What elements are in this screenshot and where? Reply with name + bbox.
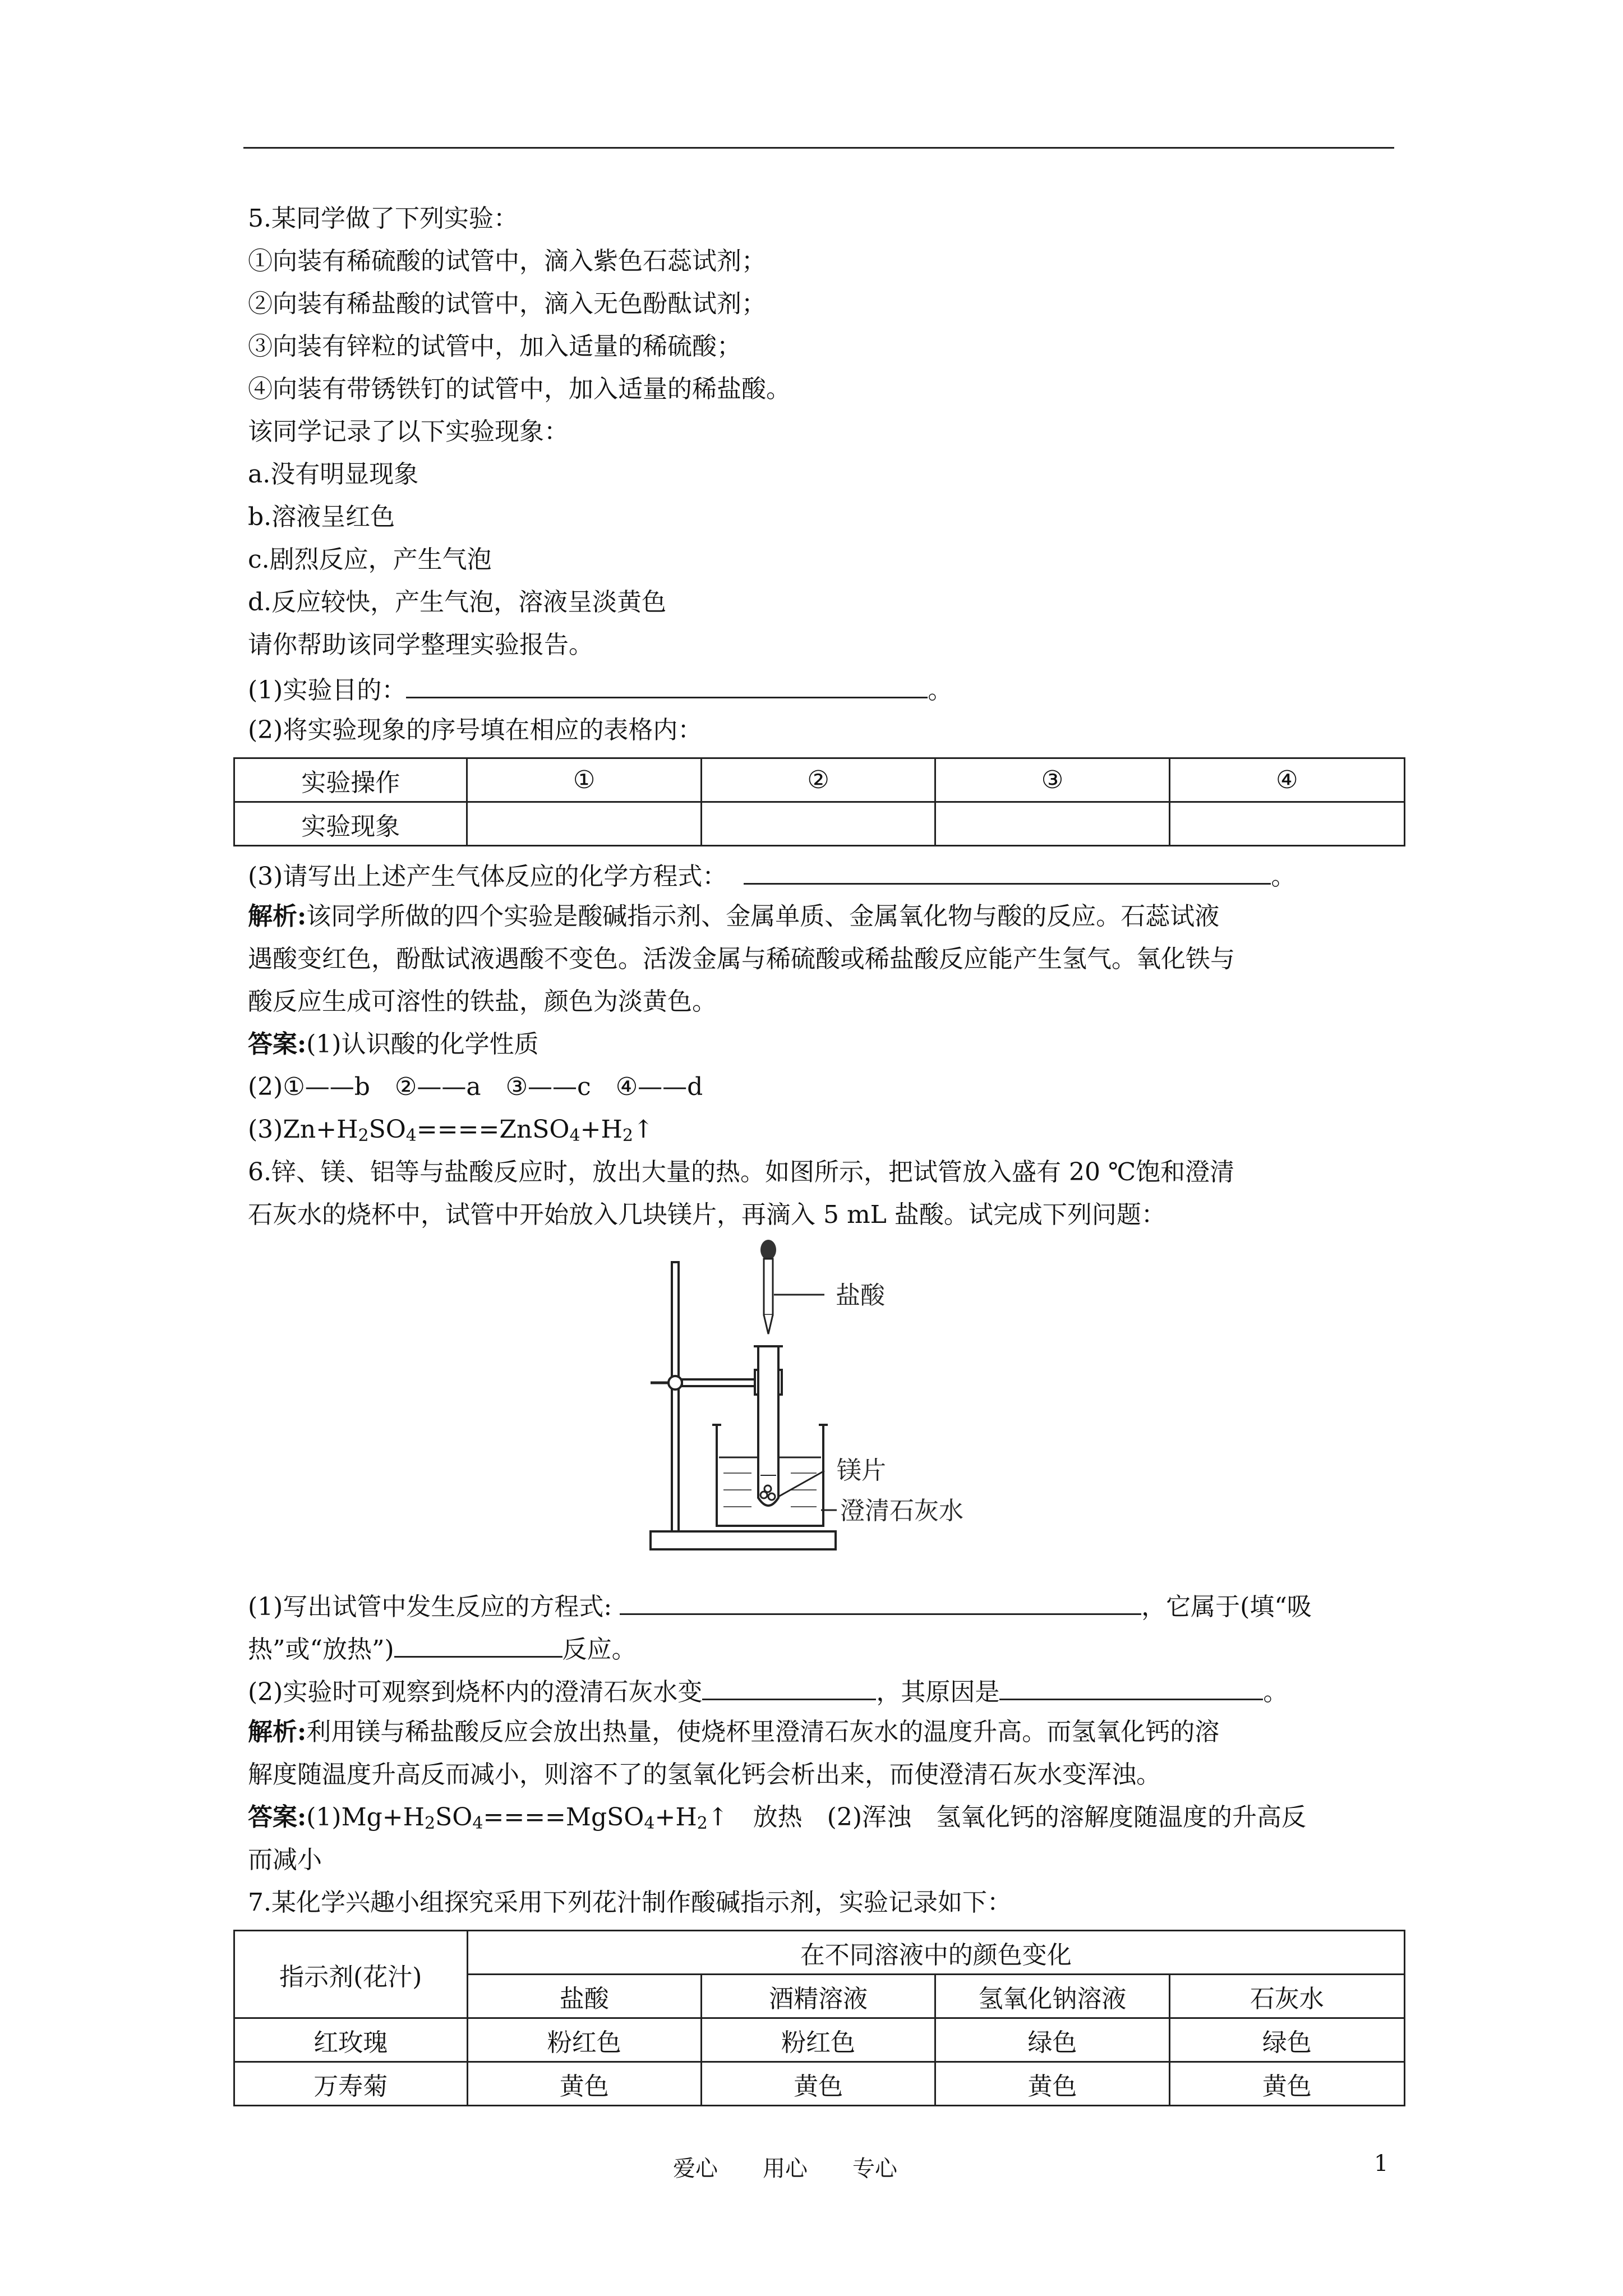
- q7-cell: 黄色: [1169, 2062, 1404, 2106]
- q7-col-header-indicator: 指示剂(花汁): [234, 1931, 468, 2018]
- q6-answer-label: 答案:: [248, 1803, 307, 1832]
- q7-cell: 绿色: [935, 2018, 1169, 2062]
- q5-step-2: ②向装有稀盐酸的试管中，滴入无色酚酞试剂；: [248, 289, 766, 318]
- q5-answer-2: (2)①——b ②——a ③——c ④——d: [248, 1073, 703, 1101]
- q5-part3-suffix: 。: [1271, 862, 1296, 891]
- q5-observation-c: c.剧烈反应，产生气泡: [248, 545, 492, 574]
- q5-table-answer-cell[interactable]: [935, 802, 1169, 846]
- q5-analysis-line-2: 遇酸变红色，酚酞试液遇酸不变色。活泼金属与稀硫酸或稀盐酸反应能产生氢气。氧化铁与: [248, 945, 1235, 973]
- q7-cell: 黄色: [467, 2062, 701, 2106]
- q7-group-header: 在不同溶液中的颜色变化: [467, 1931, 1404, 1975]
- q5-step-1: ①向装有稀硫酸的试管中，滴入紫色石蕊试剂；: [248, 247, 766, 275]
- q5-analysis-line-1: [248, 900, 1219, 933]
- q5-analysis-line-3: 酸反应生成可溶性的铁盐，颜色为淡黄色。: [248, 987, 717, 1016]
- q6-part2-blank-1[interactable]: [702, 1673, 876, 1700]
- q6-analysis-line-2: 解度随温度升高反而减小，则溶不了的氢氧化钙会析出来，而使澄清石灰水变浑浊。: [248, 1760, 1161, 1789]
- table-row: [234, 2018, 1405, 2062]
- mg-piece: [764, 1485, 771, 1492]
- q5-title: 5.某同学做了下列实验：: [248, 204, 518, 233]
- q5-analysis-label: 解析:: [248, 902, 307, 931]
- q7-subheader-hcl: 盐酸: [467, 1975, 701, 2018]
- q5-part2: (2)将实验现象的序号填在相应的表格内：: [248, 716, 703, 744]
- q7-cell: 绿色: [1169, 2018, 1404, 2062]
- test-tube: [758, 1346, 778, 1506]
- q6-part1-suffix: ，它属于(填“吸: [1141, 1593, 1312, 1621]
- q7-indicator-table: [233, 1930, 1405, 2106]
- q6-part1-line-1: [248, 1588, 1312, 1624]
- q5-part3-prefix: (3)请写出上述产生气体反应的化学方程式：: [248, 862, 727, 891]
- q5-answer-1-text: (1)认识酸的化学性质: [306, 1030, 539, 1059]
- label-mg: 镁片: [837, 1456, 886, 1485]
- q5-observation-a: a.没有明显现象: [248, 460, 419, 489]
- q5-answer-3: $(3)Zn+H_2SO_4====ZnSO_4+H_2↑$: [248, 1115, 654, 1145]
- q6-intro-line-1: 6.锌、镁、铝等与盐酸反应时，放出大量的热。如图所示，把试管放入盛有 20 ℃饱和澄清: [248, 1158, 1235, 1186]
- q5-part1-blank[interactable]: [406, 671, 928, 698]
- q6-part2: (2)实验时可观察到烧杯内的澄清石灰水变 ，其原因是 。: [248, 1673, 1288, 1709]
- table-row: [234, 2062, 1405, 2106]
- q5-observation-d: d.反应较快，产生气泡，溶液呈淡黄色: [248, 588, 667, 616]
- q5-observation-table: [233, 757, 1405, 846]
- dropper-tube: [764, 1259, 773, 1315]
- q5-part3-blank[interactable]: [744, 857, 1271, 885]
- q5-part3: [248, 857, 1295, 894]
- clamp-knob: [668, 1376, 682, 1389]
- header-rule: [243, 147, 1394, 149]
- q5-table-answer-cell[interactable]: [1169, 802, 1404, 846]
- q5-request: 请你帮助该同学整理实验报告。: [248, 631, 593, 659]
- q6-part1-prefix: (1)写出试管中发生反应的方程式:: [248, 1593, 612, 1621]
- q6-intro-line-2: 石灰水的烧杯中，试管中开始放入几块镁片，再滴入 5 mL 盐酸。试完成下列问题：: [248, 1200, 1166, 1229]
- q5-answer-1: [248, 1028, 539, 1061]
- q5-step-3: ③向装有锌粒的试管中，加入适量的稀硫酸；: [248, 332, 741, 361]
- stand-rod: [672, 1262, 679, 1531]
- q5-table-answer-cell[interactable]: [467, 802, 701, 846]
- q7-subheader-naoh: 氢氧化钠溶液: [935, 1975, 1169, 2018]
- q5-analysis-text: 该同学所做的四个实验是酸碱指示剂、金属单质、金属氧化物与酸的反应。石蕊试液: [306, 902, 1220, 931]
- stand-base: [651, 1531, 836, 1549]
- q7-cell: 粉红色: [701, 2018, 935, 2062]
- q5-obs-intro: 该同学记录了以下实验现象：: [248, 417, 569, 446]
- q7-cell: 黄色: [701, 2062, 935, 2106]
- q7-cell: 粉红色: [467, 2018, 701, 2062]
- q6-answer-line-1: 答案$:(1)Mg+H_2SO_4====MgSO_4+H_2↑$ 放热 (2)浑浊 氢氧化钙的溶解度随温度的升高反: [248, 1803, 1306, 1833]
- q6-analysis-label: 解析:: [248, 1718, 307, 1746]
- label-acid: 盐酸: [836, 1281, 885, 1310]
- q5-table-header-2: ②: [701, 758, 935, 802]
- q5-table-header-operation: 实验操作: [234, 758, 467, 802]
- q6-part1-blank[interactable]: [620, 1588, 1141, 1615]
- mg-piece: [768, 1493, 775, 1500]
- q5-part1-suffix: 。: [928, 676, 953, 705]
- label-limewater: 澄清石灰水: [840, 1497, 963, 1525]
- clamp-arm: [682, 1379, 766, 1386]
- q7-title: 7.某化学兴趣小组探究采用下列花汁制作酸碱指示剂，实验记录如下：: [248, 1888, 1012, 1917]
- q6-analysis-line-1: 解析:利用镁与稀盐酸反应会放出热量，使烧杯里澄清石灰水的温度升高。而氢氧化钙的溶: [248, 1718, 1220, 1746]
- q5-step-4: ④向装有带锈铁钉的试管中，加入适量的稀盐酸。: [248, 375, 791, 403]
- q5-table-header-3: ③: [935, 758, 1169, 802]
- footer-slogan: 爱心 用心 专心: [673, 2156, 897, 2182]
- q5-table-header-4: ④: [1169, 758, 1404, 802]
- q7-subheader-alcohol: 酒精溶液: [701, 1975, 935, 2018]
- q5-answer-label: 答案:: [248, 1030, 307, 1059]
- q6-part1-line-2: 热”或“放热”) 反应。: [248, 1630, 637, 1667]
- q5-table-row-label: 实验现象: [234, 802, 467, 846]
- q7-row-name: 万寿菊: [234, 2062, 468, 2106]
- apparatus-figure: [628, 1240, 987, 1576]
- q6-part1-type-blank[interactable]: [394, 1630, 562, 1658]
- page-number: 1: [1374, 2151, 1389, 2177]
- q5-table-header-1: ①: [467, 758, 701, 802]
- q7-cell: 黄色: [935, 2062, 1169, 2106]
- q5-table-answer-cell[interactable]: [701, 802, 935, 846]
- q5-part1-prefix: (1)实验目的：: [248, 676, 407, 705]
- q5-observation-b: b.溶液呈红色: [248, 503, 395, 531]
- q6-part2-blank-2[interactable]: [999, 1673, 1263, 1700]
- q7-subheader-limewater: 石灰水: [1169, 1975, 1404, 2018]
- dropper-bulb: [760, 1240, 776, 1260]
- q5-part1: [248, 671, 952, 707]
- q6-answer-line-2: 而减小: [248, 1846, 322, 1874]
- q7-row-name: 红玫瑰: [234, 2018, 468, 2062]
